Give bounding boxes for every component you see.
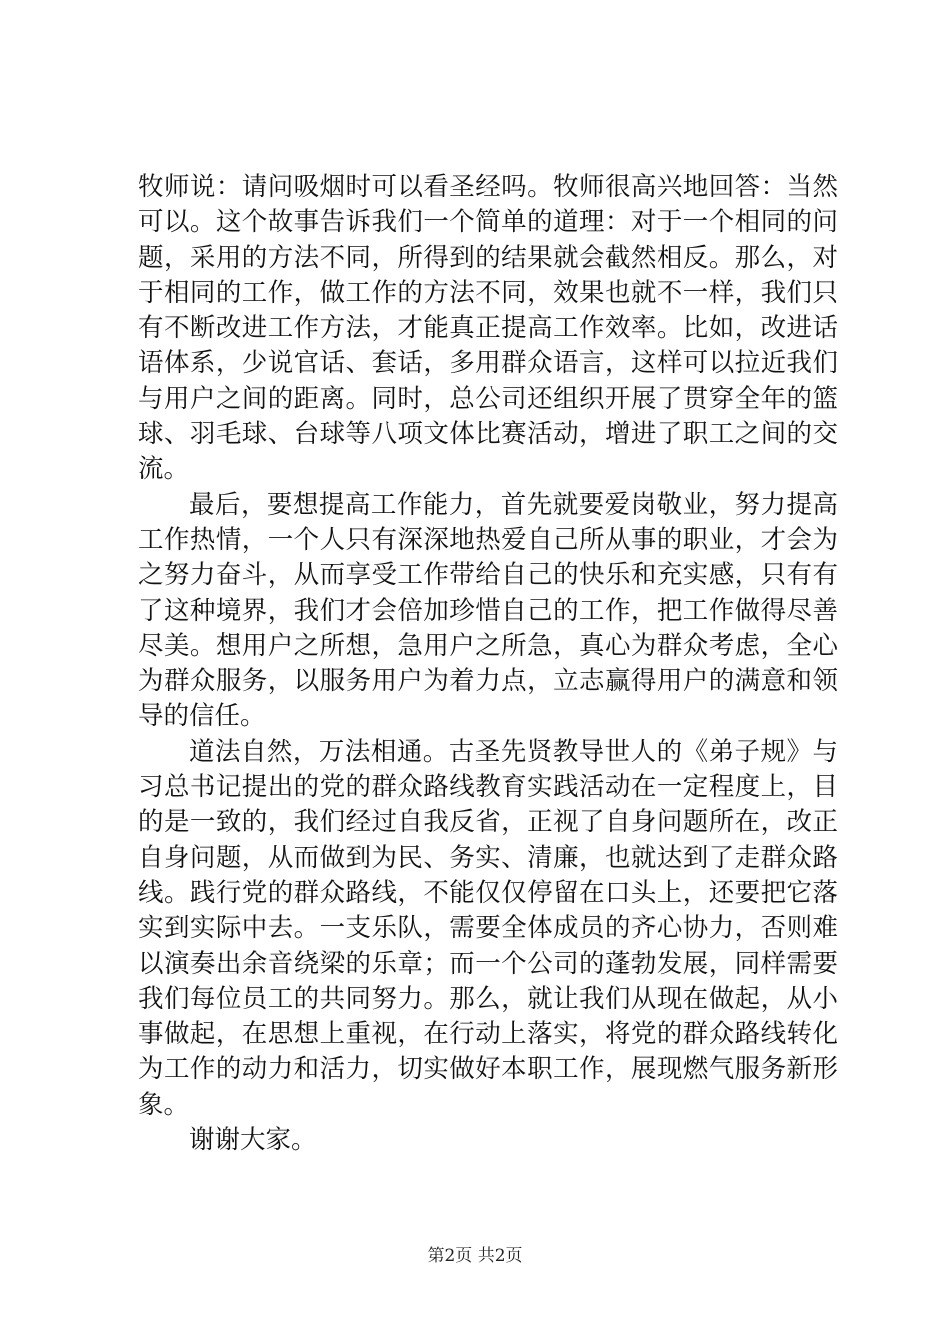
document-body bbox=[138, 170, 838, 1158]
paragraph-thanks: 谢谢大家。 bbox=[189, 1125, 317, 1156]
page-footer bbox=[0, 1245, 950, 1267]
paragraph-mass-line: 道法自然，万法相通。古圣先贤教导世人的《弟子规》与习总书记提出的党的群众路线教育实践活动在一定程度上，目的是一致的，我们经过自我反省，正视了自身问题所在，改正自身问题，从而做到为民、务实、清廉，也就达到了走群众路线。践行党的群众路线，不能仅仅停留在口头上，还要把它落实到实际中去。一支乐队，需要全体成员的齐心协力，否则难以演奏出余音绕梁的乐章；而一个公司的蓬勃发展，同样需要我们每位员工的共同努力。那么，就让我们从现在做起，从小事做起，在思想上重视，在行动上落实，将党的群众路线转化为工作的动力和活力，切实做好本职工作，展现燃气服务新形象。 bbox=[138, 736, 838, 1120]
paragraph-work-passion: 最后，要想提高工作能力，首先就要爱岗敬业，努力提高工作热情，一个人只有深深地热爱自己所从事的职业，才会为之努力奋斗，从而享受工作带给自己的快乐和充实感，只有有了这种境界，我们才会倍加珍惜自己的工作，把工作做得尽善尽美。想用户之所想，急用户之所急，真心为群众考虑，全心为群众服务，以服务用户为着力点，立志赢得用户的满意和领导的信任。 bbox=[138, 489, 838, 732]
paragraph-continued: 牧师说：请问吸烟时可以看圣经吗。牧师很高兴地回答：当然可以。这个故事告诉我们一个简单的道理：对于一个相同的问题，采用的方法不同，所得到的结果就会截然相反。那么，对于相同的工作，做工作的方法不同，效果也就不一样，我们只有不断改进工作方法，才能真正提高工作效率。比如，改进话语体系，少说官话、套话，多用群众语言，这样可以拉近我们与用户之间的距离。同时，总公司还组织开展了贯穿全年的篮球、羽毛球、台球等八项文体比赛活动，增进了职工之间的交流。 bbox=[138, 172, 838, 485]
page-number-label: 第2页 共2页 bbox=[427, 1246, 523, 1266]
